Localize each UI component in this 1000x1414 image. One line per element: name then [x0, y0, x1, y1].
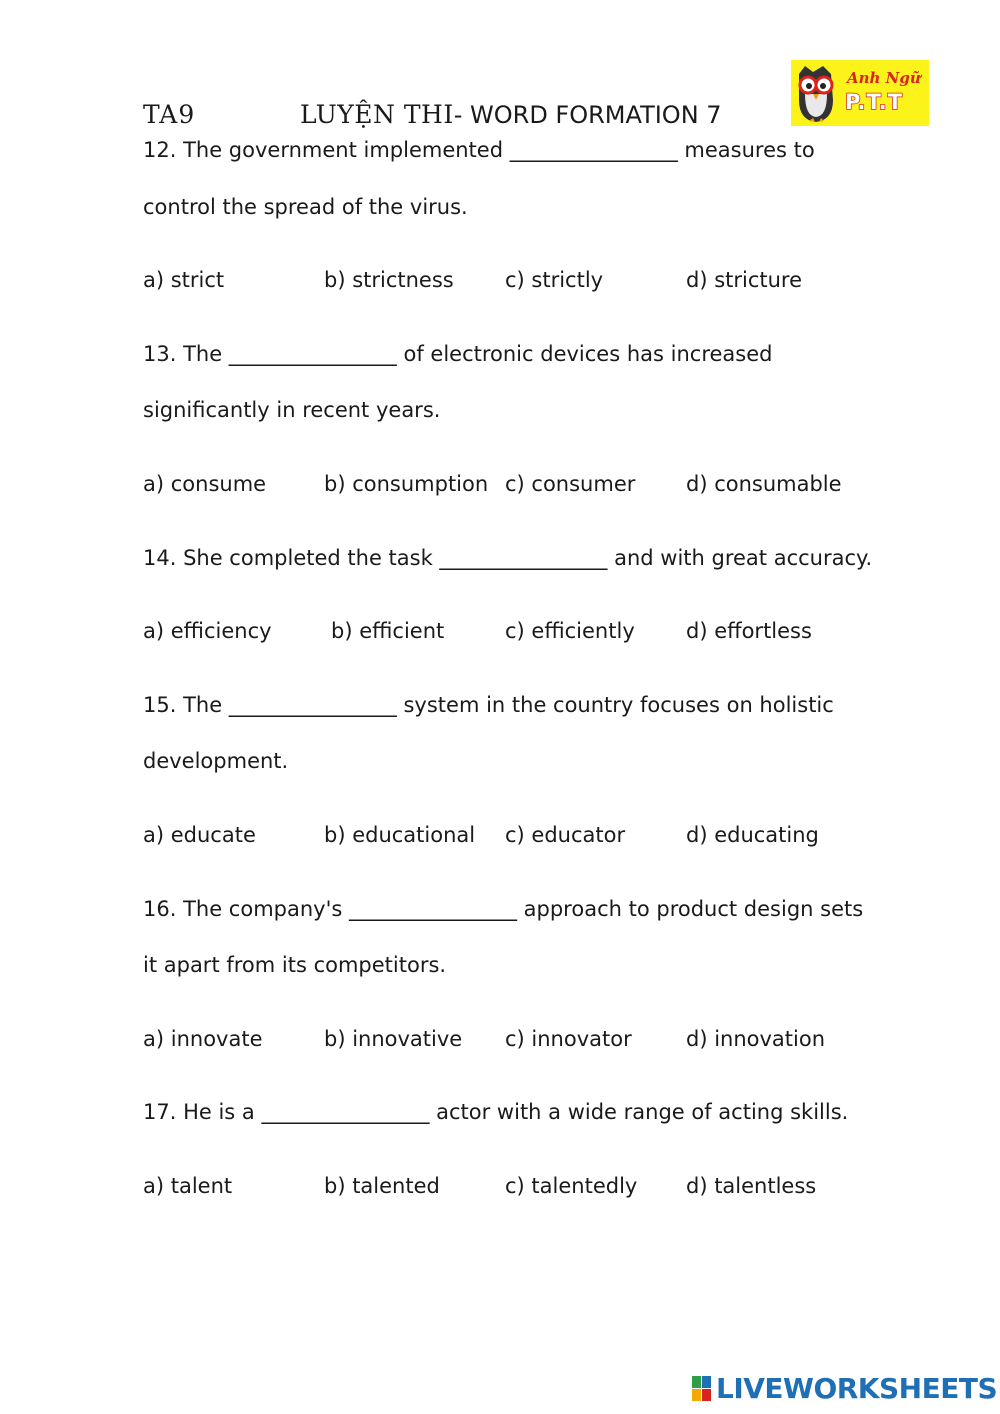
- question-15-line-1: 15. The ________________ system in the country focuses on holistic: [143, 693, 834, 717]
- liveworksheets-wordmark: LIVEWORKSHEETS: [716, 1372, 998, 1405]
- question-17-option-c[interactable]: c) talentedly: [505, 1174, 638, 1198]
- question-14-option-b[interactable]: b) efficient: [331, 619, 445, 643]
- question-13-line-1: 13. The ________________ of electronic devices has increased: [143, 342, 773, 366]
- question-14-line-1: 14. She completed the task ________________ and with great accuracy.: [143, 546, 873, 570]
- class-code: TA9: [143, 100, 196, 129]
- question-14-option-a[interactable]: a) efficiency: [143, 619, 272, 643]
- question-16-option-a[interactable]: a) innovate: [143, 1027, 263, 1051]
- question-15-option-a[interactable]: a) educate: [143, 823, 256, 847]
- question-15-option-b[interactable]: b) educational: [324, 823, 476, 847]
- logo-bottom-text: P.T.T: [845, 90, 903, 114]
- question-12-option-a[interactable]: a) strict: [143, 268, 225, 292]
- question-15-line-2: development.: [143, 749, 289, 773]
- question-14-option-d[interactable]: d) effortless: [686, 619, 812, 643]
- question-13-line-2: significantly in recent years.: [143, 398, 441, 422]
- title-part-1: LUYỆN THI: [300, 100, 454, 129]
- question-13-option-b[interactable]: b) consumption: [324, 472, 489, 496]
- question-16-option-d[interactable]: d) innovation: [686, 1027, 826, 1051]
- question-12-option-c[interactable]: c) strictly: [505, 268, 604, 292]
- question-17-option-a[interactable]: a) talent: [143, 1174, 233, 1198]
- question-16-option-c[interactable]: c) innovator: [505, 1027, 632, 1051]
- question-17-option-b[interactable]: b) talented: [324, 1174, 440, 1198]
- question-15-option-c[interactable]: c) educator: [505, 823, 626, 847]
- question-17-option-d[interactable]: d) talentless: [686, 1174, 817, 1198]
- question-13-option-a[interactable]: a) consume: [143, 472, 267, 496]
- page-title: [300, 100, 722, 129]
- title-part-2: - WORD FORMATION 7: [453, 101, 722, 129]
- logo-top-text: Anh Ngữ: [847, 69, 921, 87]
- question-12-line-1: 12. The government implemented ________________ measures to: [143, 138, 815, 162]
- question-17-line-1: 17. He is a ________________ actor with a wide range of acting skills.: [143, 1100, 849, 1124]
- liveworksheets-logo-icon: [692, 1376, 712, 1402]
- question-16-line-2: it apart from its competitors.: [143, 953, 447, 977]
- question-12-option-b[interactable]: b) strictness: [324, 268, 454, 292]
- question-13-option-d[interactable]: d) consumable: [686, 472, 842, 496]
- question-14-option-c[interactable]: c) efficiently: [505, 619, 635, 643]
- question-16-option-b[interactable]: b) innovative: [324, 1027, 463, 1051]
- school-logo: [791, 60, 929, 126]
- question-15-option-d[interactable]: d) educating: [686, 823, 819, 847]
- question-13-option-c[interactable]: c) consumer: [505, 472, 636, 496]
- question-12-line-2: control the spread of the virus.: [143, 195, 468, 219]
- question-16-line-1: 16. The company's ________________ approach to product design sets: [143, 897, 864, 921]
- question-12-option-d[interactable]: d) stricture: [686, 268, 803, 292]
